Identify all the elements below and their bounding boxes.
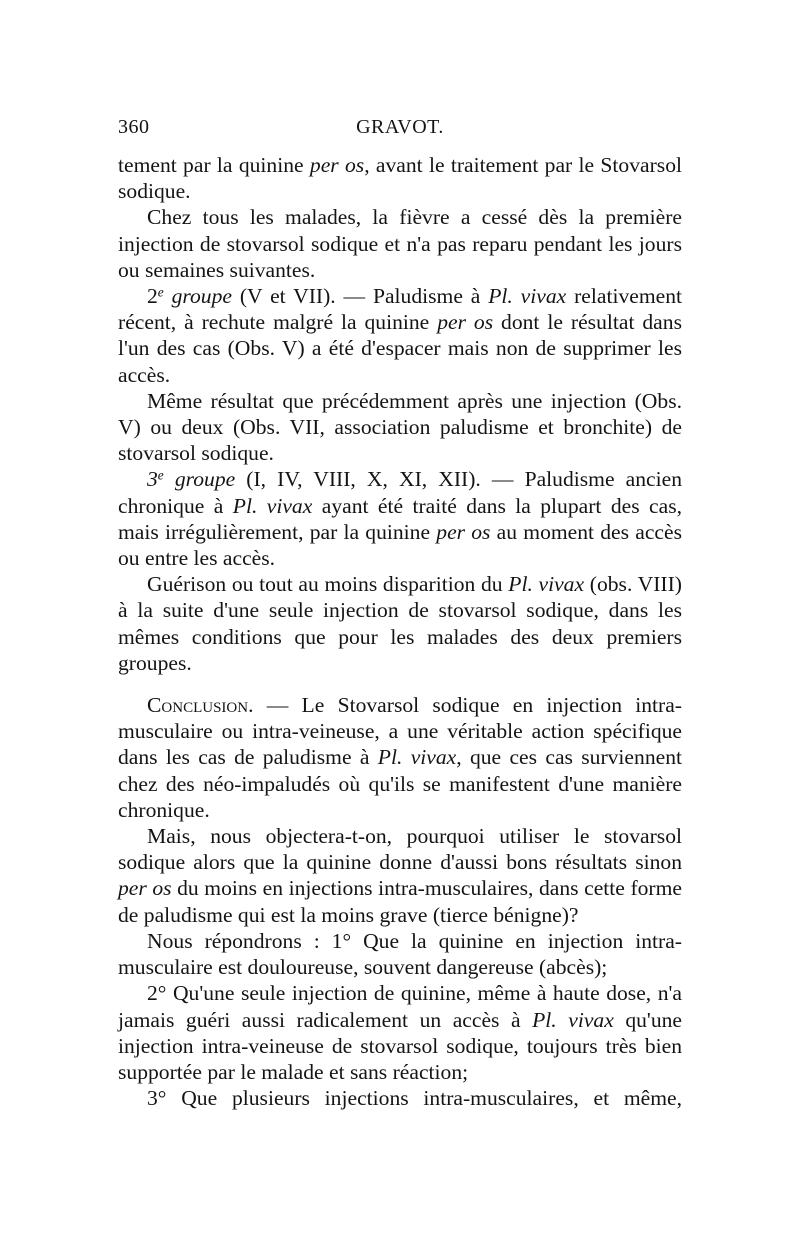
text-span: relativement récent, à rechute malgré la quinine: [118, 284, 683, 335]
text-span: Pl. vivax: [488, 284, 567, 309]
text-span: au moment des accès ou entre les accès.: [118, 519, 682, 571]
paragraph-p6: [118, 692, 682, 823]
text-span: 2° Qu'une seule injection de quinine, même à haute dose, n'a jamais guéri aussi radicalement un accès à: [118, 981, 682, 1032]
text-span: Conclusion: [147, 693, 249, 718]
text-span: qu'une injection intra-veineuse de stovarsol sodique, toujours très bien supportée par le malade et sans réaction;: [118, 1007, 682, 1084]
text-span: groupe: [163, 467, 236, 492]
text-span: 3: [147, 467, 158, 492]
running-head: GRAVOT.: [356, 116, 444, 138]
text-span: Pl. vivax: [232, 493, 313, 518]
text-span: tement par la quinine: [118, 153, 310, 177]
text-span: per os: [309, 153, 365, 177]
page-number: 360: [118, 116, 150, 138]
text-span: . — Le Stovarsol sodique en injection intra-musculaire ou intra-veineuse, a une véritable action spécifique dans les cas de paludisme à: [118, 693, 682, 770]
book-page: [118, 116, 682, 1111]
paragraph-p1: [118, 204, 682, 283]
text-span: (V et VII). — Paludisme à: [231, 284, 489, 309]
text-span: dont le résultat dans l'un des cas (Obs. V) a été d'espacer mais non de supprimer les accès.: [118, 310, 682, 387]
paragraph-p5: [118, 571, 682, 676]
text-span: , que ces cas surviennent chez des néo-impaludés où qu'ils se manifestent d'une manière chronique.: [118, 745, 682, 822]
text-span: ayant été traité dans la plupart des cas, mais irrégulièrement, par la quinine: [118, 493, 683, 544]
text-span: , avant le traitement par le Stovarsol sodique.: [118, 153, 683, 204]
paragraph-p8: [118, 928, 682, 980]
text-span: 3° Que plusieurs injections intra-musculaires, et même,: [147, 1086, 682, 1111]
paragraph-p2: [118, 283, 682, 388]
text-span: Nous répondrons : 1° Que la quinine en injection intra-musculaire est douloureuse, souvent dangereuse (abcès);: [118, 928, 682, 980]
text-span: e: [157, 467, 164, 483]
text-span: Guérison ou tout au moins disparition du: [147, 572, 509, 597]
text-span: groupe: [163, 284, 232, 309]
text-span: Même résultat que précédemment après une injection (Obs. V) ou deux (Obs. VII, association paludisme et bronchite) de stovarsol sodique.: [118, 388, 682, 466]
text-span: per os: [436, 519, 491, 544]
text-span: e: [157, 284, 164, 300]
text-span: per os: [437, 310, 494, 335]
text-span: per os: [118, 876, 172, 901]
text-span: du moins en injections intra-musculaires, dans cette forme de paludisme qui est la moins grave (tierce bénigne)?: [118, 876, 683, 927]
page-header: [118, 116, 682, 146]
body-text: [118, 152, 682, 1111]
paragraph-p7: [118, 823, 682, 928]
paragraph-p0: [118, 152, 682, 204]
text-span: Pl. vivax: [377, 745, 457, 770]
text-span: Pl. vivax: [532, 1007, 614, 1032]
text-span: Pl. vivax: [508, 572, 585, 597]
paragraph-p9: [118, 980, 682, 1085]
paragraph-p4: [118, 466, 682, 571]
text-span: Mais, nous objectera-t-on, pourquoi utiliser le stovarsol sodique alors que la quinine donne d'aussi bons résultats sinon: [118, 824, 682, 875]
paragraph-p3: [118, 388, 682, 467]
paragraph-p10: [118, 1085, 682, 1111]
text-span: 2: [147, 284, 158, 309]
text-span: Chez tous les malades, la fièvre a cessé dès la première injection de stovarsol sodique et n'a pas reparu pendant les jours ou semaines suivantes.: [118, 205, 682, 282]
text-span: (I, IV, VIII, X, XI, XII). — Paludisme ancien chronique à: [118, 467, 682, 518]
text-span: (obs. VIII) à la suite d'une seule injection de stovarsol sodique, dans les mêmes conditions que pour les malades des deux premiers groupes.: [118, 572, 682, 675]
